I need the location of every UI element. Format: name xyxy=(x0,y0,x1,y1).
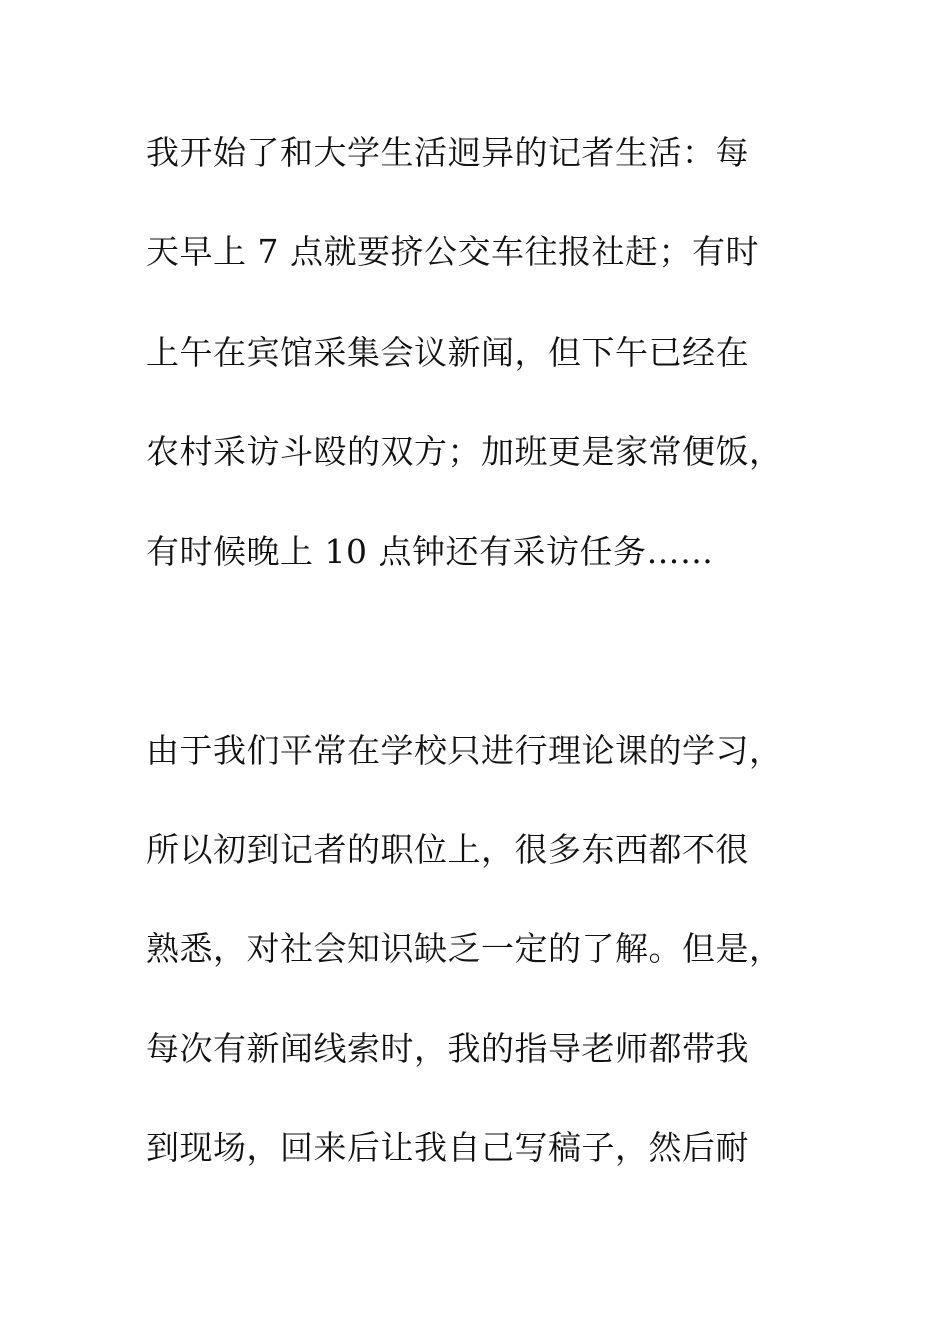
text-line: 天早上 7 点就要挤公交车往报社赶；有时 xyxy=(146,232,759,271)
text-line: 熟悉，对社会知识缺乏一定的了解。但是， xyxy=(146,929,783,968)
text-line: 农村采访斗殴的双方；加班更是家常便饭， xyxy=(146,432,783,471)
text-line: 到现场，回来后让我自己写稿子，然后耐 xyxy=(146,1128,749,1167)
text-line: 上午在宾馆采集会议新闻，但下午已经在 xyxy=(146,333,749,372)
text-line: 有时候晚上 10 点钟还有采访任务…… xyxy=(146,532,714,571)
text-line: 我开始了和大学生活迥异的记者生活：每 xyxy=(146,133,749,172)
text-line: 由于我们平常在学校只进行理论课的学习， xyxy=(146,731,783,770)
text-line: 每次有新闻线索时，我的指导老师都带我 xyxy=(146,1029,749,1068)
text-line: 所以初到记者的职位上，很多东西都不很 xyxy=(146,830,749,869)
